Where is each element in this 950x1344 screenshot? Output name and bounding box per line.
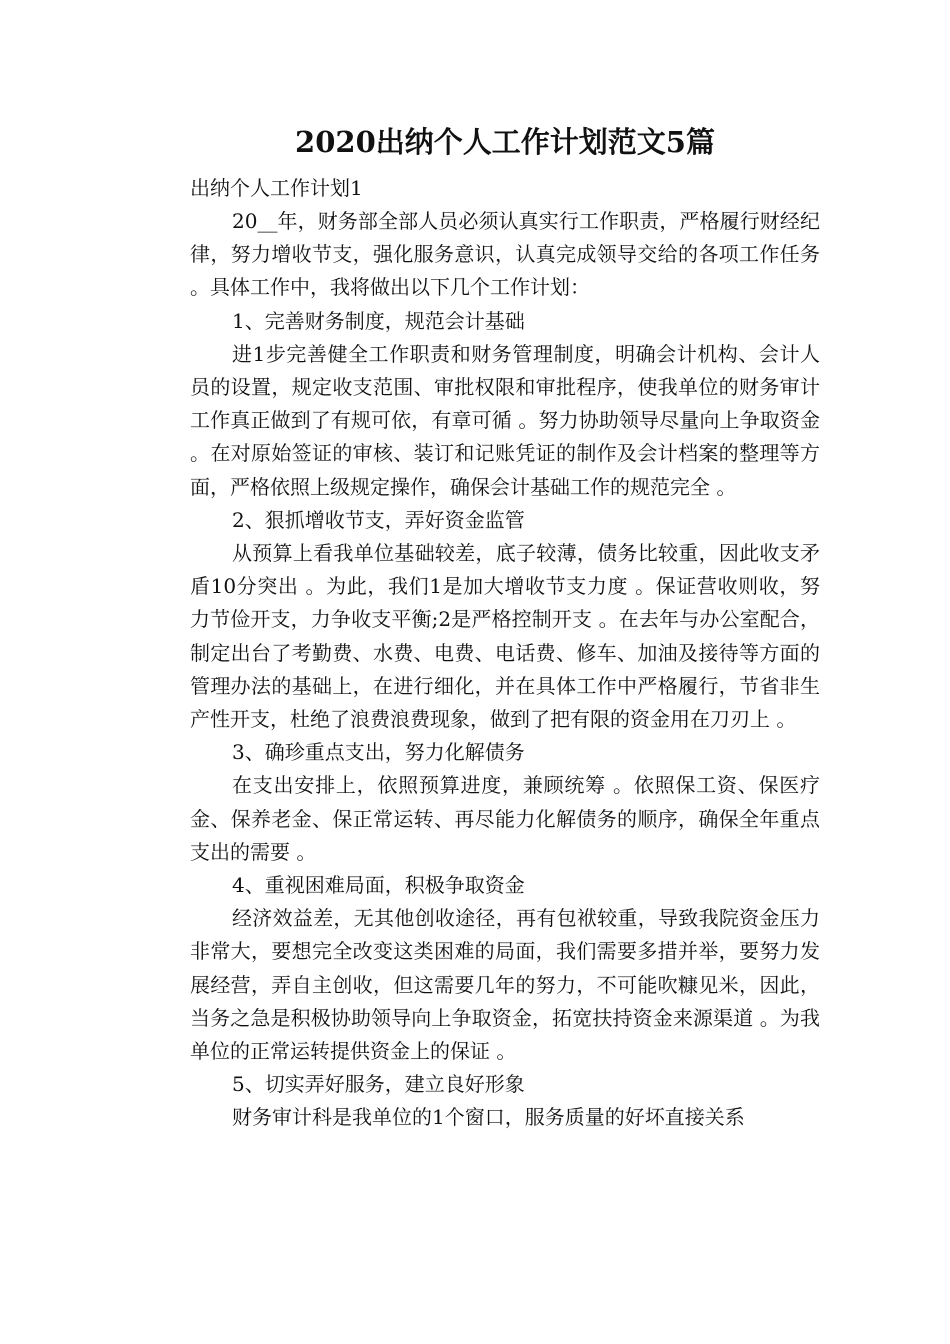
item-heading-3: 3、确珍重点支出，努力化解债务 xyxy=(232,740,525,765)
item-heading-4: 4、重视困难局面，积极争取资金 xyxy=(232,873,525,898)
item-body-5: 财务审计科是我单位的1个窗口，服务质量的好坏直接关系 xyxy=(232,1105,745,1130)
document-title: 2020出纳个人工作计划范文5篇 xyxy=(295,125,715,159)
item-heading-2: 2、狠抓增收节支，弄好资金监管 xyxy=(232,507,525,532)
item-body-4: 经济效益差，无其他创收途径，再有包袱较重，导致我院资金压力非常大，要想完全改变这类困难的局面，我们需要多措并举，要努力发展经营，弄自主创收，但这需要几年的努力，不可能吹糠见米，因此，当务之急是积极协助领导向上争取资金，拓宽扶持资金来源渠道 。为我单位的正常运转提供资金上的保证 。 xyxy=(190,906,820,1064)
item-heading-5: 5、切实弄好服务，建立良好形象 xyxy=(232,1072,525,1097)
item-body-1: 进1步完善健全工作职责和财务管理制度，明确会计机构、会计人员的设置，规定收支范围、审批权限和审批程序，使我单位的财务审计工作真正做到了有规可依，有章可循 。努力协助领导尽量向上争取资金 。在对原始签证的审核、装订和记账凭证的制作及会计档案的整理等方面，严格依照上级规定操作，确保会计基础工作的规范完全 。 xyxy=(190,341,820,499)
item-body-2: 从预算上看我单位基础较差，底子较薄，债务比较重，因此收支矛盾10分突出 。为此，我们1是加大增收节支力度 。保证营收则收，努力节俭开支，力争收支平衡;2是严格控制开支 。在去年与办公室配合，制定出台了考勤费、水费、电费、电话费、修车、加油及接待等方面的管理办法的基础上，在进行细化，并在具体工作中严格履行，节省非生产性开支，杜绝了浪费浪费现象，做到了把有限的资金用在刀刃上 。 xyxy=(190,541,820,732)
intro-paragraph: 20__年，财务部全部人员必须认真实行工作职责，严格履行财经纪律，努力增收节支，强化服务意识，认真完成领导交给的各项工作任务 。具体工作中，我将做出以下几个工作计划： xyxy=(190,209,820,300)
item-heading-1: 1、完善财务制度，规范会计基础 xyxy=(232,308,525,333)
document-page xyxy=(190,118,820,1135)
item-body-3: 在支出安排上，依照预算进度，兼顾统筹 。依照保工资、保医疗金、保养老金、保正常运转、再尽能力化解债务的顺序，确保全年重点支出的需要 。 xyxy=(190,773,820,864)
section-label: 出纳个人工作计划1 xyxy=(190,176,363,200)
